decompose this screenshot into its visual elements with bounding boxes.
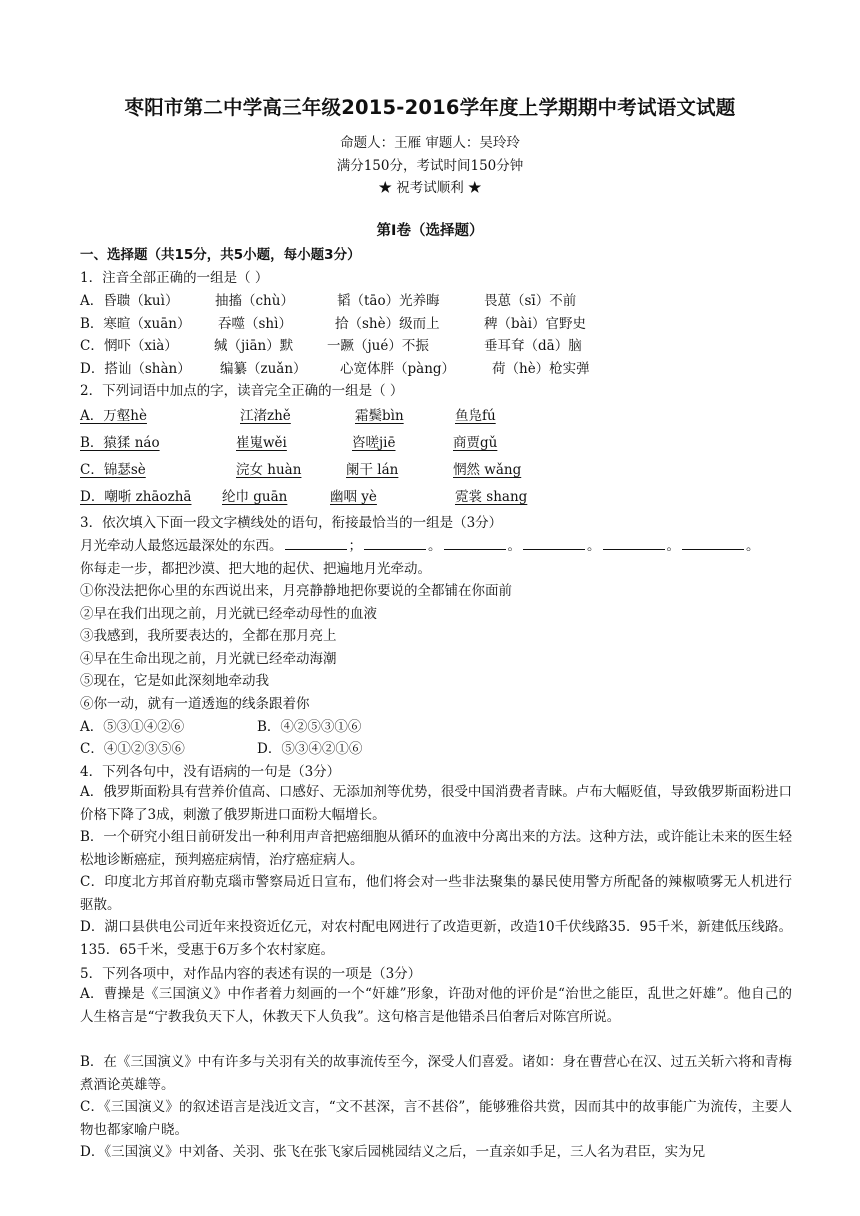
q4-option-c: C．印度北方邦首府勒克瑙市警察局近日宣布，他们将会对一些非法聚集的暴民使用警方所配备的辣椒喷雾无人机进行驱散。 bbox=[80, 874, 792, 913]
q3-item-5: ⑤现在，它是如此深刻地牵动我 bbox=[80, 673, 269, 689]
q5-option-c: C．《三国演义》的叙述语言是浅近文言，“文不甚深，言不甚俗”，能够雅俗共赏，因而其中的故事能广为流传，主要人物也都家喻户晓。 bbox=[80, 1099, 792, 1138]
part-heading: 一、选择题（共15分，共5小题，每小题3分） bbox=[80, 247, 361, 263]
q1-a2: 抽搐（chù） bbox=[215, 293, 294, 309]
q1-b4: 稗（bài）官野史 bbox=[484, 316, 587, 332]
q1-b3: 拾（shè）级而上 bbox=[335, 316, 440, 332]
q5-option-b: B．在《三国演义》中有许多与关羽有关的故事流传至今，深受人们喜爱。诸如：身在曹营心在汉、过五关斩六将和青梅煮酒论英雄等。 bbox=[80, 1054, 792, 1093]
q2-c3: 阑干 lán bbox=[346, 462, 399, 478]
q2-d4: 霓裳 shang bbox=[455, 489, 528, 505]
q1-c1: C．惘吓（xià） bbox=[80, 338, 178, 354]
q3-opt-a: A．⑤③①④②⑥ bbox=[80, 719, 185, 735]
q4-option-d: D．湖口县供电公司近年来投资近亿元，对农村配电网进行了改造更新，改造10千伏线路35．95千米，新建低压线路。135．65千米，受惠于6万多个农村家庭。 bbox=[80, 919, 792, 958]
q3-blank-5 bbox=[603, 539, 665, 550]
q3-lead: 月光牵动人最悠远最深处的东西。 bbox=[80, 538, 283, 554]
q3-item-2: ②早在我们出现之前，月光就已经牵动母性的血液 bbox=[80, 606, 377, 622]
q4-stem: 4．下列各句中，没有语病的一句是（3分） bbox=[80, 764, 341, 780]
q2-b4: 商贾gǔ bbox=[453, 435, 498, 451]
q1-a3: 韬（tāo）光养晦 bbox=[337, 293, 440, 309]
q3-blank-1 bbox=[285, 539, 347, 550]
q2-d1: D．嘲哳 zhāozhā bbox=[80, 489, 192, 505]
q2-a2: 江渚zhě bbox=[240, 408, 291, 424]
q2-b2: 崔嵬wěi bbox=[236, 435, 287, 451]
q4-option-b: B．一个研究小组日前研发出一种利用声音把癌细胞从循环的血液中分离出来的方法。这种方法，或许能让未来的医生轻松地诊断癌症，预判癌症病情，治疗癌症病人。 bbox=[80, 829, 792, 868]
q2-b3: 咨嗟jiē bbox=[352, 435, 396, 451]
q1-d4: 荷（hè）枪实弹 bbox=[492, 361, 590, 377]
q3-stem: 3．依次填入下面一段文字横线处的语句，衔接最恰当的一组是（3分） bbox=[80, 515, 503, 531]
q3-item-3: ③我感到，我所要表达的，全都在那月亮上 bbox=[80, 628, 337, 644]
q3-opt-d: D．⑤③④②①⑥ bbox=[257, 741, 363, 757]
q2-stem: 2．下列词语中加点的字，读音完全正确的一组是（ ） bbox=[80, 383, 404, 399]
q4-option-a: A．俄罗斯面粉具有营养价值高、口感好、无添加剂等优势，很受中国消费者青睐。卢布大幅贬值，导致俄罗斯面粉进口价格下降了3成，刺激了俄罗斯进口面粉大幅增长。 bbox=[80, 784, 792, 823]
q5-option-a: A．曹操是《三国演义》中作者着力刻画的一个“奸雄”形象，许劭对他的评价是“治世之能臣，乱世之奸雄”。他自己的人生格言是“宁教我负天下人，休教天下人负我”。这句格言是他错杀吕伯奢后对陈宫所说。 bbox=[80, 986, 792, 1025]
q1-c2: 缄（jiān）默 bbox=[214, 338, 294, 354]
q1-b1: B．寒暄（xuān） bbox=[80, 316, 191, 332]
q3-blank-2 bbox=[364, 539, 426, 550]
q1-d2: 编纂（zuǎn） bbox=[220, 361, 307, 377]
page-title: 枣阳市第二中学高三年级2015-2016学年度上学期期中考试语文试题 bbox=[124, 96, 736, 119]
wish-line: ★ 祝考试顺利 ★ bbox=[378, 180, 482, 196]
q3-lead-line: 月光牵动人最悠远最深处的东西。 ； 。 。 。 。 。 bbox=[80, 538, 760, 554]
q1-c3: 一蹶（jué）不振 bbox=[327, 338, 429, 354]
q3-opt-b: B．④②⑤③①⑥ bbox=[257, 719, 362, 735]
q1-c4: 垂耳耷（dā）脑 bbox=[484, 338, 582, 354]
q2-b1: B．猿猱 náo bbox=[80, 435, 160, 451]
q3-item-1: ①你没法把你心里的东西说出来，月亮静静地把你要说的全都铺在你面前 bbox=[80, 583, 512, 599]
q1-d1: D．搭讪（shàn） bbox=[80, 361, 191, 377]
q2-d3: 幽咽 yè bbox=[330, 489, 377, 505]
q1-a4: 畏葸（sī）不前 bbox=[484, 293, 577, 309]
time-line: 满分150分，考试时间150分钟 bbox=[336, 158, 524, 174]
q2-c1: C．锦瑟sè bbox=[80, 462, 146, 478]
q2-c4: 惘然 wǎng bbox=[453, 462, 522, 478]
section-heading: 第Ⅰ卷（选择题） bbox=[376, 223, 484, 239]
q5-option-d: D．《三国演义》中刘备、关羽、张飞在张飞家后园桃园结义之后，一直亲如手足，三人名为君臣，实为兄 bbox=[80, 1144, 706, 1160]
q3-tail: 你每走一步，都把沙漠、把大地的起伏、把遍地月光牵动。 bbox=[80, 561, 431, 577]
authors-line: 命题人：王雁 审题人：吴玲玲 bbox=[340, 135, 520, 151]
q2-c2: 浣女 huàn bbox=[236, 462, 302, 478]
q1-b2: 吞噬（shì） bbox=[218, 316, 292, 332]
q3-blank-6 bbox=[682, 539, 744, 550]
q2-a1: A．万壑hè bbox=[80, 408, 147, 424]
q3-opt-c: C．④①②③⑤⑥ bbox=[80, 741, 185, 757]
q2-a4: 鱼凫fú bbox=[455, 408, 496, 424]
q2-a3: 霜鬓bìn bbox=[355, 408, 404, 424]
q1-stem: 1．注音全部正确的一组是（ ） bbox=[80, 270, 269, 286]
q3-blank-3 bbox=[444, 539, 506, 550]
q1-a1: A．昏聩（kuì） bbox=[80, 293, 179, 309]
q5-stem: 5．下列各项中，对作品内容的表述有误的一项是（3分） bbox=[80, 966, 422, 982]
q3-item-6: ⑥你一动，就有一道透迤的线条跟着你 bbox=[80, 696, 310, 712]
q2-d2: 纶巾 guān bbox=[222, 489, 288, 505]
q1-d3: 心宽体胖（pàng） bbox=[340, 361, 456, 377]
q3-item-4: ④早在生命出现之前，月光就已经牵动海潮 bbox=[80, 651, 337, 667]
q3-blank-4 bbox=[523, 539, 585, 550]
